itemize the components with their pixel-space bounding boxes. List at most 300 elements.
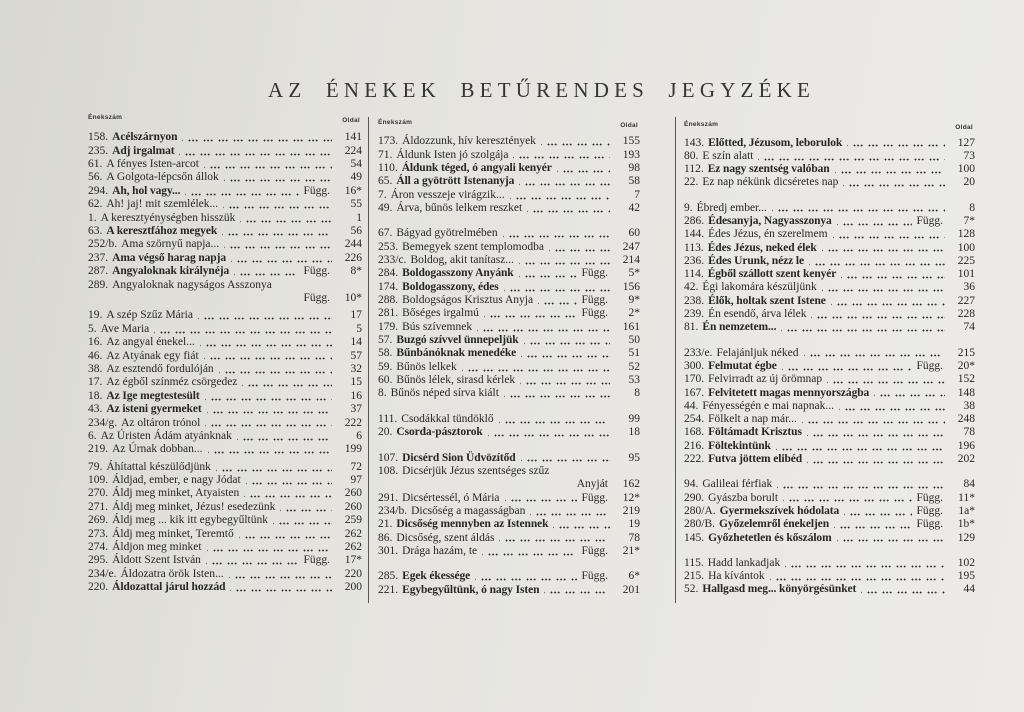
song-title: Ez nagy szentség valóban (707, 163, 830, 176)
dot-leader (504, 395, 610, 398)
song-title: Ha kívántok (708, 570, 765, 583)
song-title: Áldozatra örök Isten... (120, 567, 224, 580)
page-number: 129 (957, 531, 975, 544)
page-number: 9* (628, 294, 640, 307)
entry-line (684, 373, 975, 386)
column-header (684, 121, 975, 131)
dot-leader (782, 368, 913, 371)
dot-leader (521, 459, 610, 462)
page-number: 53 (628, 374, 640, 387)
entry-line (88, 309, 362, 322)
page-number: 17* (344, 554, 362, 567)
entry-line (684, 202, 975, 215)
song-number: 108. (378, 464, 399, 477)
entry-line (378, 361, 640, 374)
dot-leader (154, 331, 332, 334)
song-title: Dicsértessél, ó Mária (402, 491, 500, 504)
song-number: 46. (88, 349, 103, 362)
dot-leader (809, 263, 945, 266)
dot-leader (776, 448, 945, 451)
page-number: 7* (963, 214, 975, 227)
entry-list (88, 131, 362, 594)
song-title: Győzhetetlen és kőszálom (708, 531, 832, 544)
appendix-label: Függ. (581, 491, 608, 504)
entry-line (88, 581, 362, 594)
dot-leader (527, 210, 610, 213)
entry-line (378, 281, 640, 294)
song-title: Adj irgalmat (112, 144, 175, 157)
entry-line (88, 171, 362, 184)
entry-line (378, 189, 640, 202)
song-title: Az égből színméz csörgedez (106, 376, 238, 389)
song-number: 42. (684, 281, 699, 294)
index-entry (378, 532, 640, 545)
entry-line (378, 254, 640, 267)
dot-leader (837, 539, 945, 542)
song-title: Az Ige megtestesült (106, 389, 200, 402)
song-number: 60. (378, 374, 393, 387)
page-number: 219 (622, 504, 640, 517)
page-number: 5* (628, 267, 640, 280)
song-title: Dicsérd Sion Üdvözítőd (402, 451, 516, 464)
index-entry (88, 581, 362, 594)
song-number: 237. (88, 251, 109, 264)
page-number: 6 (356, 429, 362, 442)
entry-line (88, 430, 362, 443)
song-title: Gyermekszívek hódolata (719, 504, 840, 517)
dot-leader (874, 394, 945, 397)
index-entry (88, 198, 362, 211)
entry-line (684, 281, 975, 294)
song-number: 281. (378, 307, 399, 320)
page-number: 11* (958, 491, 975, 504)
dot-leader (777, 486, 945, 489)
page-number: 100 (957, 163, 975, 176)
page-number: 54 (350, 158, 362, 171)
song-title: Égi lakomára készüljünk (702, 281, 817, 294)
entry-line (88, 252, 362, 265)
song-number: 253. (378, 240, 399, 253)
index-entry (378, 545, 640, 558)
dot-leader (224, 246, 332, 249)
song-title: Előtted, Jézusom, leborulok (708, 136, 843, 149)
index-entry (88, 443, 362, 456)
song-number: 280/B. (684, 518, 715, 531)
song-title: Áldozzunk, hív keresztények (402, 135, 536, 148)
index-entry (88, 185, 362, 198)
page-number: 156 (622, 280, 640, 293)
page-number: 262 (344, 541, 362, 554)
index-entry (88, 390, 362, 403)
page-number: 7 (634, 188, 640, 201)
index-entry (378, 321, 640, 334)
appendix-label: Függ. (581, 570, 608, 583)
index-entry (378, 175, 640, 188)
dot-leader (207, 549, 332, 552)
entry-line (378, 545, 640, 558)
dot-leader (837, 223, 913, 226)
entry-group (378, 135, 640, 215)
dot-leader (179, 153, 332, 156)
dot-leader (475, 578, 577, 581)
entry-list (378, 135, 640, 597)
index-entry (88, 131, 362, 144)
entry-line (378, 135, 640, 148)
entry-line (378, 227, 640, 240)
song-number: 170. (684, 373, 705, 386)
song-number: 252/b. (88, 238, 118, 251)
song-title: Dicsérjük Jézus szentséges szűz (402, 464, 550, 477)
song-number: 38. (88, 362, 103, 375)
song-title: Áhítattal készülődjünk (106, 460, 211, 473)
song-title: Ébredj ember... (696, 201, 767, 214)
index-entry (378, 227, 640, 240)
song-title: Áldott Szent István (112, 554, 201, 567)
song-title: Én nemzetem... (702, 321, 777, 334)
index-entry (684, 321, 975, 334)
song-number: 290. (684, 491, 705, 504)
page-number: 36 (963, 281, 975, 294)
page-number: 196 (957, 439, 975, 452)
song-number: 57. (378, 334, 393, 347)
index-entry (378, 307, 640, 320)
page-number: 56 (350, 225, 362, 238)
entry-line (88, 212, 362, 225)
index-entry (88, 474, 362, 487)
page-number: 16* (344, 184, 362, 197)
song-number: 222. (684, 453, 705, 466)
index-entry (684, 387, 975, 400)
page-number: 32 (350, 362, 362, 375)
song-number: 167. (684, 386, 705, 399)
index-entry (684, 242, 975, 255)
continuation-text: Függ. (303, 291, 330, 304)
entry-line (378, 452, 640, 465)
song-title: Angyaloknak nagyságos Asszonya (112, 278, 272, 291)
page-number: 78 (963, 426, 975, 439)
dot-leader (839, 408, 945, 411)
entry-line (684, 215, 975, 228)
dot-leader (504, 289, 610, 292)
page-number: 8 (969, 201, 975, 214)
song-number: 285. (378, 570, 399, 583)
song-number: 173. (378, 135, 399, 148)
entry-line (378, 584, 640, 597)
page-number: 12* (622, 491, 640, 504)
entry-line (88, 461, 362, 474)
index-entry (378, 135, 640, 148)
dot-leader (822, 249, 945, 252)
page-number: 260 (344, 500, 362, 513)
index-entry (684, 570, 975, 583)
page-number: 2* (628, 307, 640, 320)
entry-line (684, 387, 975, 400)
dot-leader (222, 233, 332, 236)
page-number: 102 (957, 556, 975, 569)
entry-line (378, 387, 640, 400)
index-entry (684, 347, 975, 360)
index-entry (378, 584, 640, 597)
entry-line (684, 557, 975, 570)
entry-line (378, 175, 640, 188)
dot-leader (244, 495, 332, 498)
page-number: 16 (350, 389, 362, 402)
page-number: 50 (628, 334, 640, 347)
dot-leader (519, 183, 610, 186)
dot-leader (844, 513, 912, 516)
entry-line (88, 403, 362, 416)
song-number: 233/e. (684, 346, 713, 359)
entry-line (88, 363, 362, 376)
page-number: 20 (963, 176, 975, 189)
index-entry (88, 212, 362, 225)
song-title: Ama szörnyű napja... (121, 238, 220, 251)
dot-leader (841, 276, 945, 279)
entry-list (684, 137, 975, 597)
page-number: 199 (344, 443, 362, 456)
entry-group (684, 478, 975, 544)
song-title: Dicsőség a magasságban (411, 504, 526, 517)
song-title: Fölkelt a nap már... (708, 413, 797, 426)
page-number: 148 (957, 386, 975, 399)
dot-leader (205, 398, 332, 401)
page-number-header: Oldal (342, 117, 360, 124)
entry-line (88, 474, 362, 487)
entry-group (88, 461, 362, 595)
entry-line (378, 518, 640, 531)
song-number: 56. (88, 171, 103, 184)
entry-line (88, 225, 362, 238)
index-entry (378, 189, 640, 202)
page-number: 247 (622, 240, 640, 253)
page-number: 228 (957, 308, 975, 321)
song-number: 65. (378, 175, 393, 188)
page-number: 38 (963, 399, 975, 412)
song-number: 233/c. (378, 254, 407, 267)
song-title: Drága hazám, te (402, 544, 478, 557)
dot-leader (847, 144, 945, 147)
entry-line (684, 426, 975, 439)
dot-leader (207, 411, 332, 414)
index-entry (684, 518, 975, 531)
dot-leader (208, 451, 332, 454)
page-number: 259 (344, 514, 362, 527)
index-entry (378, 241, 640, 254)
dot-leader (216, 469, 332, 472)
song-title: Ah! jaj! mit szemlélek... (106, 198, 219, 211)
index-entry (378, 334, 640, 347)
appendix-label: Függ. (581, 294, 608, 307)
index-entry (684, 400, 975, 413)
entry-line (88, 323, 362, 336)
song-title: Az esztendő fordulóján (106, 362, 214, 375)
song-title: Bűnbánóknak menedéke (396, 347, 517, 360)
page-number: 161 (622, 320, 640, 333)
dot-leader (783, 499, 912, 502)
song-title: Édesanyja, Nagyasszonya (708, 214, 832, 227)
song-title: Dicsőség, szent áldás (396, 531, 495, 544)
song-title: Áldunk Isten jó szolgája (396, 148, 509, 161)
song-title: Áron vesszeje virágzik... (390, 188, 505, 201)
song-title: Áldjon meg minket (112, 541, 202, 554)
song-number: 81. (684, 321, 699, 334)
entry-line (378, 267, 640, 280)
page-number: 244 (344, 238, 362, 251)
dot-leader (843, 184, 945, 187)
song-number: 52. (684, 583, 699, 596)
dot-leader (242, 384, 332, 387)
song-title: Felmutat égbe (708, 359, 777, 372)
entry-line (88, 417, 362, 430)
song-title: Bűnös néped sírva kiált (390, 387, 499, 400)
page-number: 201 (622, 583, 640, 596)
page-number: 14 (350, 336, 362, 349)
song-number: 6. (88, 429, 97, 442)
song-number: 145. (684, 531, 705, 544)
index-entry (684, 360, 975, 373)
dot-leader (219, 371, 332, 374)
song-number: 300. (684, 359, 705, 372)
index-entry (88, 238, 362, 251)
page-number: 248 (957, 413, 975, 426)
page-number: 141 (344, 131, 362, 144)
song-number: 94. (684, 478, 699, 491)
song-title: Az Atyának egy fiát (106, 349, 199, 362)
dot-leader (484, 315, 578, 318)
page-number: 60 (628, 227, 640, 240)
page-number: 260 (344, 487, 362, 500)
dot-leader (524, 342, 610, 345)
index-entry (684, 202, 975, 215)
song-title: Áldunk téged, ó angyali kenyér (401, 161, 552, 174)
page-number: 78 (628, 531, 640, 544)
song-title: Csodákkal tündöklő (401, 412, 494, 425)
appendix-label: Függ. (581, 544, 608, 557)
index-entry (88, 461, 362, 474)
dot-leader (499, 539, 610, 542)
index-entry (88, 336, 362, 349)
song-title: E szín alatt (702, 149, 754, 162)
index-entry (88, 363, 362, 376)
song-number: 143. (684, 136, 705, 149)
song-number: 236. (684, 254, 705, 267)
page-number: 227 (957, 294, 975, 307)
dot-leader (237, 438, 332, 441)
entry-line (88, 185, 362, 198)
column-header (88, 114, 362, 124)
page-number: 220 (344, 567, 362, 580)
page-number: 44 (963, 583, 975, 596)
song-number: 61. (88, 158, 103, 171)
index-entry (378, 202, 640, 215)
entry-line (378, 202, 640, 215)
entry-line (88, 528, 362, 541)
song-number: 179. (378, 320, 399, 333)
page-number: 99 (628, 412, 640, 425)
appendix-label: Függ. (581, 307, 608, 320)
index-entry (684, 281, 975, 294)
dot-leader (781, 329, 945, 332)
dot-leader (785, 565, 945, 568)
index-entry (88, 171, 362, 184)
index-entry (88, 279, 362, 306)
song-number: 219. (88, 443, 109, 456)
song-number: 234/e. (88, 567, 117, 580)
entry-line (684, 440, 975, 453)
dot-leader (519, 262, 610, 265)
song-number: 221. (378, 583, 399, 596)
song-number-header: Énekszám (684, 121, 719, 128)
song-title: Bűnös lélek, sirasd kérlek (396, 374, 516, 387)
index-entry (684, 255, 975, 268)
song-title: A szép Szűz Mária (106, 309, 193, 322)
appendix-label: Függ. (303, 184, 330, 197)
song-number: 280/A. (684, 504, 716, 517)
entry-continuation (378, 478, 640, 491)
song-title: Áldjad, ember, e nagy Jódat (112, 474, 241, 487)
song-number: 238. (684, 294, 705, 307)
index-entry (378, 267, 640, 280)
entry-line (684, 295, 975, 308)
entry-line (88, 158, 362, 171)
dot-leader (822, 289, 945, 292)
entry-line (378, 426, 640, 439)
song-number: 20. (378, 426, 393, 439)
appendix-label: Függ. (303, 554, 330, 567)
entry-line (88, 279, 362, 292)
dot-leader (230, 589, 332, 592)
page-number: 42 (628, 202, 640, 215)
song-title: Bőséges irgalmú (402, 307, 479, 320)
song-title: Áll a gyötrött Istenanyja (396, 175, 515, 188)
page-number: 195 (957, 570, 975, 583)
index-entry (684, 150, 975, 163)
song-title: A fényes Isten-arcot (106, 158, 199, 171)
index-entry (684, 163, 975, 176)
page-number: 72 (350, 460, 362, 473)
dot-leader (231, 260, 332, 263)
dot-leader (482, 553, 577, 556)
song-title: Áldj meg minket, Jézus! esedezünk (112, 500, 276, 513)
page-number: 73 (963, 149, 975, 162)
song-title: Ama végső harag napja (112, 251, 226, 264)
index-entry (684, 505, 975, 518)
song-title: Bemegyek szent templomodba (402, 240, 544, 253)
entry-line (684, 532, 975, 545)
dot-leader (513, 156, 610, 159)
page-number: 162 (622, 478, 640, 491)
dot-leader (557, 170, 610, 173)
song-title: Bús szívemnek (402, 320, 473, 333)
dot-leader (239, 536, 332, 539)
song-number: 63. (88, 225, 103, 238)
entry-group (378, 452, 640, 559)
dot-leader (204, 166, 332, 169)
index-entry (378, 413, 640, 426)
index-entry (378, 294, 640, 307)
page-number: 100 (957, 241, 975, 254)
song-title: Bágyad gyötrelmében (396, 227, 498, 240)
appendix-label: Függ. (916, 504, 943, 517)
song-title: Áldj meg minket, Teremtő (112, 527, 234, 540)
dot-leader (833, 236, 945, 239)
song-title: Áldj meg ... kik itt egybegyűltünk (112, 514, 268, 527)
song-title: Egybegyűltünk, ó nagy Isten (402, 583, 540, 596)
entry-line (684, 400, 975, 413)
song-title: Az Úrnak dobban... (112, 443, 203, 456)
song-title: Az isteni gyermeket (106, 403, 202, 416)
index-entry (88, 568, 362, 581)
